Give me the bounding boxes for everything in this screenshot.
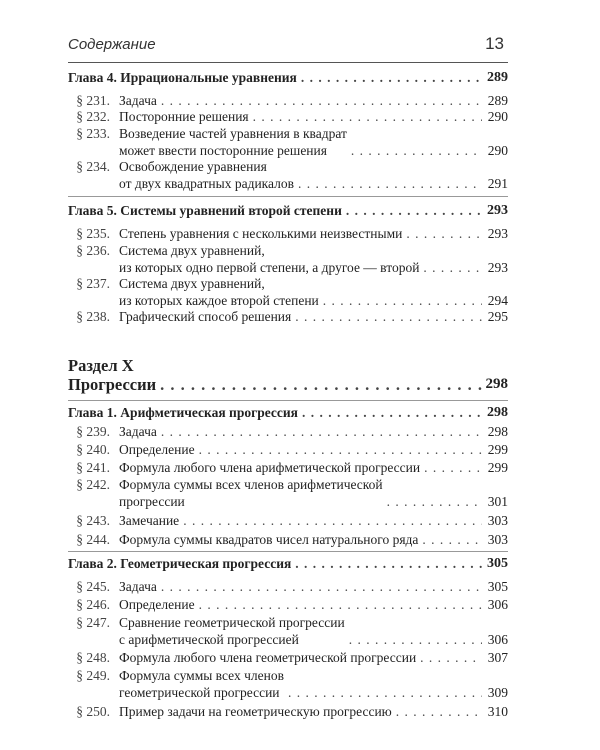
toc-entry[interactable] bbox=[68, 531, 508, 548]
entry-number: § 244. bbox=[76, 532, 110, 547]
toc-entry[interactable] bbox=[68, 92, 508, 109]
entry-number: § 248. bbox=[76, 650, 110, 665]
entry-title: Определение bbox=[119, 442, 195, 457]
entry-title: Формула любого члена геометрической прогрессии bbox=[119, 650, 417, 665]
leader-dots bbox=[349, 631, 482, 648]
entry-title bbox=[119, 614, 345, 648]
entry-title-line1: Сравнение геометрической прогрессии bbox=[119, 615, 345, 630]
entry-title: Графический способ решения bbox=[119, 309, 292, 324]
toc-section-progressions[interactable] bbox=[68, 376, 508, 393]
leader-dots bbox=[253, 108, 482, 125]
toc-entry[interactable] bbox=[68, 667, 508, 701]
chapter-page: 293 bbox=[487, 203, 508, 218]
chapter-divider bbox=[68, 551, 508, 552]
entry-number: § 242. bbox=[76, 477, 110, 492]
entry-title: Пример задачи на геометрическую прогрессию bbox=[119, 704, 392, 719]
entry-page: 293 bbox=[487, 226, 508, 241]
leader-dots bbox=[351, 142, 482, 159]
entry-title bbox=[119, 125, 347, 159]
leader-dots bbox=[295, 555, 482, 572]
toc-entry[interactable] bbox=[68, 459, 508, 476]
leader-dots bbox=[323, 292, 482, 309]
page-number: 13 bbox=[485, 34, 504, 53]
leader-dots bbox=[424, 459, 482, 476]
toc-entry[interactable] bbox=[68, 158, 508, 192]
entry-title: Формула суммы квадратов чисел натурального ряда bbox=[119, 532, 419, 547]
leader-dots bbox=[420, 649, 482, 666]
leader-dots bbox=[387, 493, 482, 510]
leader-dots bbox=[302, 404, 482, 421]
entry-number: § 245. bbox=[76, 579, 110, 594]
entry-title-line1: Система двух уравнений, bbox=[119, 243, 265, 258]
leader-dots bbox=[161, 92, 482, 109]
entry-page: 307 bbox=[487, 650, 508, 665]
leader-dots bbox=[406, 225, 482, 242]
toc-entry[interactable] bbox=[68, 108, 508, 125]
entry-number: § 250. bbox=[76, 704, 110, 719]
entry-title-line2: от двух квадратных радикалов bbox=[119, 176, 294, 191]
entry-number: § 234. bbox=[76, 159, 110, 174]
entry-number: § 243. bbox=[76, 513, 110, 528]
leader-dots bbox=[199, 441, 482, 458]
chapter-page: 305 bbox=[487, 556, 508, 571]
leader-dots bbox=[422, 531, 482, 548]
entry-title-line2: с арифметической прогрессией bbox=[119, 632, 299, 647]
entry-title-line2: из которых одно первой степени, а другое — второй bbox=[119, 260, 420, 275]
leader-dots bbox=[346, 202, 482, 219]
leader-dots bbox=[161, 423, 482, 440]
entry-number: § 231. bbox=[76, 93, 110, 108]
leader-dots bbox=[183, 512, 482, 529]
entry-title: Задача bbox=[119, 579, 157, 594]
entry-title: Определение bbox=[119, 597, 195, 612]
entry-number: § 241. bbox=[76, 460, 110, 475]
toc-entry[interactable] bbox=[68, 512, 508, 529]
leader-dots bbox=[298, 175, 482, 192]
leader-dots bbox=[423, 259, 482, 276]
entry-title-line1: Система двух уравнений, bbox=[119, 276, 265, 291]
toc-entry[interactable] bbox=[68, 614, 508, 648]
entry-page: 299 bbox=[487, 460, 508, 475]
entry-title: Посторонние решения bbox=[119, 109, 249, 124]
entry-title-line1: Возведение частей уравнения в квадрат bbox=[119, 126, 347, 141]
entry-number: § 247. bbox=[76, 615, 110, 630]
toc-chapter-4[interactable] bbox=[68, 69, 508, 86]
entry-page: 309 bbox=[487, 685, 508, 700]
entry-page: 298 bbox=[487, 424, 508, 439]
toc-entry[interactable] bbox=[68, 308, 508, 325]
leader-dots bbox=[160, 376, 481, 393]
entry-title bbox=[119, 242, 419, 276]
leader-dots bbox=[288, 684, 482, 701]
entry-page: 290 bbox=[487, 143, 508, 158]
toc-entry[interactable] bbox=[68, 703, 508, 720]
leader-dots bbox=[199, 596, 482, 613]
toc-chapter-2[interactable] bbox=[68, 555, 508, 572]
chapter-page: 298 bbox=[487, 405, 508, 420]
entry-page: 291 bbox=[487, 176, 508, 191]
leader-dots bbox=[396, 703, 482, 720]
entry-title-line2: прогрессии bbox=[119, 494, 185, 509]
toc-entry[interactable] bbox=[68, 441, 508, 458]
toc-entry[interactable] bbox=[68, 578, 508, 595]
toc-entry[interactable] bbox=[68, 242, 508, 276]
leader-dots bbox=[295, 308, 482, 325]
entry-title: Формула любого члена арифметической прогрессии bbox=[119, 460, 421, 475]
entry-page: 303 bbox=[487, 532, 508, 547]
entry-title: Задача bbox=[119, 93, 157, 108]
entry-number: § 236. bbox=[76, 243, 110, 258]
entry-title-line2: геометрической прогрессии bbox=[119, 685, 280, 700]
toc-entry[interactable] bbox=[68, 649, 508, 666]
section-page: 298 bbox=[485, 376, 508, 392]
toc-chapter-5[interactable] bbox=[68, 202, 508, 219]
chapter-title: Глава 2. Геометрическая прогрессия bbox=[68, 556, 292, 571]
section-label: Раздел X bbox=[68, 356, 134, 375]
entry-title: Замечание bbox=[119, 513, 180, 528]
toc-chapter-1[interactable] bbox=[68, 404, 508, 421]
entry-page: 295 bbox=[487, 309, 508, 324]
entry-title-line1: Формула суммы всех членов арифметической bbox=[119, 477, 383, 492]
entry-page: 306 bbox=[487, 632, 508, 647]
entry-number: § 232. bbox=[76, 109, 110, 124]
running-head-title: Содержание bbox=[68, 36, 156, 53]
entry-page: 293 bbox=[487, 260, 508, 275]
chapter-title: Глава 5. Системы уравнений второй степени bbox=[68, 203, 342, 218]
toc-entry[interactable] bbox=[68, 225, 508, 242]
entry-page: 303 bbox=[487, 513, 508, 528]
chapter-divider bbox=[68, 400, 508, 401]
page-header bbox=[68, 34, 508, 63]
entry-title-line2: может ввести посторонние решения bbox=[119, 143, 327, 158]
entry-title-line2: из которых каждое второй степени bbox=[119, 293, 319, 308]
entry-title-line1: Формула суммы всех членов bbox=[119, 668, 284, 683]
entry-title: Задача bbox=[119, 424, 157, 439]
chapter-title: Глава 4. Иррациональные уравнения bbox=[68, 70, 297, 85]
entry-page: 289 bbox=[487, 93, 508, 108]
entry-page: 294 bbox=[487, 293, 508, 308]
chapter-title: Глава 1. Арифметическая прогрессия bbox=[68, 405, 298, 420]
toc-entry[interactable] bbox=[68, 423, 508, 440]
chapter-page: 289 bbox=[487, 70, 508, 85]
toc-entry[interactable] bbox=[68, 125, 508, 159]
entry-number: § 237. bbox=[76, 276, 110, 291]
entry-page: 290 bbox=[487, 109, 508, 124]
entry-number: § 233. bbox=[76, 126, 110, 141]
toc-entry[interactable] bbox=[68, 476, 508, 510]
entry-number: § 240. bbox=[76, 442, 110, 457]
entry-title: Степень уравнения с несколькими неизвестными bbox=[119, 226, 403, 241]
chapter-divider bbox=[68, 196, 508, 197]
entry-number: § 249. bbox=[76, 668, 110, 683]
entry-title bbox=[119, 275, 319, 309]
toc-entry[interactable] bbox=[68, 275, 508, 309]
entry-title bbox=[119, 158, 294, 192]
entry-title-line1: Освобождение уравнения bbox=[119, 159, 267, 174]
toc-entry[interactable] bbox=[68, 596, 508, 613]
entry-number: § 238. bbox=[76, 309, 110, 324]
entry-page: 310 bbox=[487, 704, 508, 719]
entry-page: 306 bbox=[487, 597, 508, 612]
section-title: Прогрессии bbox=[68, 375, 157, 394]
entry-title bbox=[119, 476, 383, 510]
entry-number: § 235. bbox=[76, 226, 110, 241]
entry-number: § 239. bbox=[76, 424, 110, 439]
leader-dots bbox=[161, 578, 482, 595]
entry-page: 299 bbox=[487, 442, 508, 457]
entry-page: 301 bbox=[487, 494, 508, 509]
entry-page: 305 bbox=[487, 579, 508, 594]
leader-dots bbox=[301, 69, 482, 86]
entry-number: § 246. bbox=[76, 597, 110, 612]
entry-title bbox=[119, 667, 284, 701]
